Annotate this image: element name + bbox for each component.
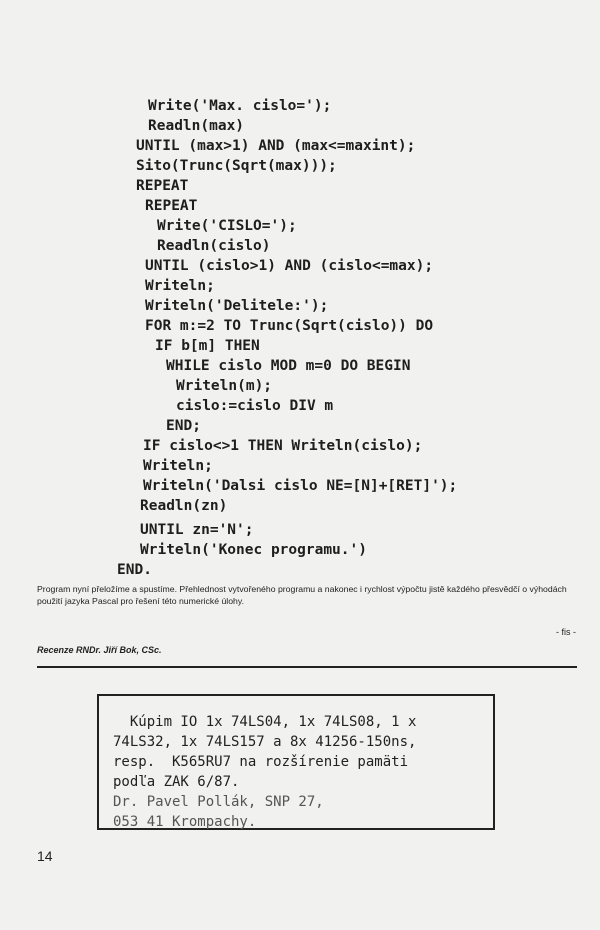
code-line: REPEAT	[145, 198, 198, 214]
code-line: Writeln;	[143, 458, 213, 474]
ad-contact-line: 053 41 Krompachy.	[113, 814, 257, 830]
author-signature: - fis -	[556, 627, 576, 637]
code-line: END.	[117, 562, 152, 578]
code-line: WHILE cislo MOD m=0 DO BEGIN	[166, 358, 411, 374]
body-paragraph: Program nyní přeložíme a spustíme. Přehlednost vytvořeného programu a nakonec i rychlost výpočtu jistě každého přesvědčí o výhodách použití jazyka Pascal pro řešení této numerické úlohy.	[37, 584, 567, 607]
code-line: Writeln;	[145, 278, 215, 294]
classified-ad-box	[97, 694, 495, 830]
code-line: UNTIL (cislo>1) AND (cislo<=max);	[145, 258, 434, 274]
code-line: Readln(cislo)	[157, 238, 271, 254]
code-line: Write('Max. cislo=');	[148, 98, 332, 114]
code-line: Readln(max)	[148, 118, 245, 134]
code-line: Writeln('Delitele:');	[145, 298, 329, 314]
code-line: IF cislo<>1 THEN Writeln(cislo);	[143, 438, 423, 454]
code-line: REPEAT	[136, 178, 189, 194]
ad-line: 74LS32, 1x 74LS157 a 8x 41256-150ns,	[113, 734, 417, 750]
code-line: Sito(Trunc(Sqrt(max)));	[136, 158, 337, 174]
code-line: Writeln('Dalsi cislo NE=[N]+[RET]');	[143, 478, 458, 494]
section-divider	[37, 666, 577, 668]
code-line: cislo:=cislo DIV m	[176, 398, 334, 414]
code-line: Readln(zn)	[140, 498, 228, 514]
code-line: END;	[166, 418, 201, 434]
ad-line: resp. K565RU7 na rozšírenie pamäti	[113, 754, 409, 770]
review-credit: Recenze RNDr. Jiří Bok, CSc.	[37, 645, 162, 655]
code-line: Write('CISLO=');	[157, 218, 297, 234]
ad-contact-line: Dr. Pavel Pollák, SNP 27,	[113, 794, 324, 810]
code-line: UNTIL (max>1) AND (max<=maxint);	[136, 138, 416, 154]
code-line: IF b[m] THEN	[155, 338, 260, 354]
code-line: FOR m:=2 TO Trunc(Sqrt(cislo)) DO	[145, 318, 434, 334]
ad-line: podľa ZAK 6/87.	[113, 774, 240, 790]
code-line: Writeln('Konec programu.')	[140, 542, 367, 558]
page-number: 14	[37, 848, 53, 864]
code-line: UNTIL zn='N';	[140, 522, 254, 538]
ad-line: Kúpim IO 1x 74LS04, 1x 74LS08, 1 x	[113, 714, 417, 730]
pascal-code-listing	[0, 96, 600, 598]
code-line: Writeln(m);	[176, 378, 273, 394]
